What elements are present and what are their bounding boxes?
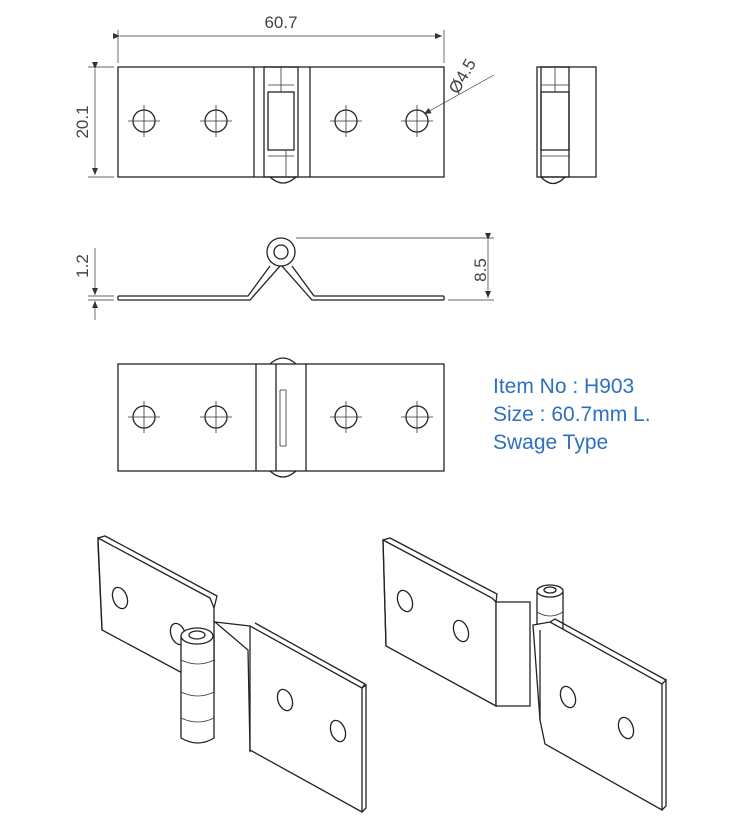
bottom-view	[118, 358, 444, 477]
knuckle-height-label: 8.5	[471, 258, 490, 282]
mounting-hole	[128, 401, 160, 433]
isometric-view-right	[383, 538, 666, 810]
side-view	[537, 67, 596, 184]
length-dimension	[118, 13, 444, 63]
item-size: Size : 60.7mm L.	[493, 403, 651, 426]
mounting-hole	[330, 105, 362, 137]
height-dimension	[73, 67, 114, 177]
height-dimension-label: 20.1	[73, 105, 92, 139]
mounting-hole	[200, 401, 232, 433]
thickness-dimension-label: 1.2	[73, 254, 92, 278]
item-info	[493, 373, 651, 457]
profile-view	[118, 238, 444, 300]
hole-diameter-leader	[424, 56, 494, 114]
hole-diameter-label: Ø4.5	[445, 55, 480, 97]
mounting-hole	[330, 401, 362, 433]
mounting-hole	[401, 105, 433, 137]
length-dimension-label: 60.7	[264, 13, 298, 32]
thickness-dimension	[73, 248, 114, 320]
mounting-hole	[200, 105, 232, 137]
isometric-view-left	[98, 536, 366, 812]
mounting-hole	[401, 401, 433, 433]
knuckle-height-dimension	[296, 238, 494, 300]
top-view	[118, 67, 444, 183]
mounting-hole	[128, 105, 160, 137]
item-type: Swage Type	[493, 431, 609, 454]
item-number: Item No : H903	[493, 375, 635, 398]
